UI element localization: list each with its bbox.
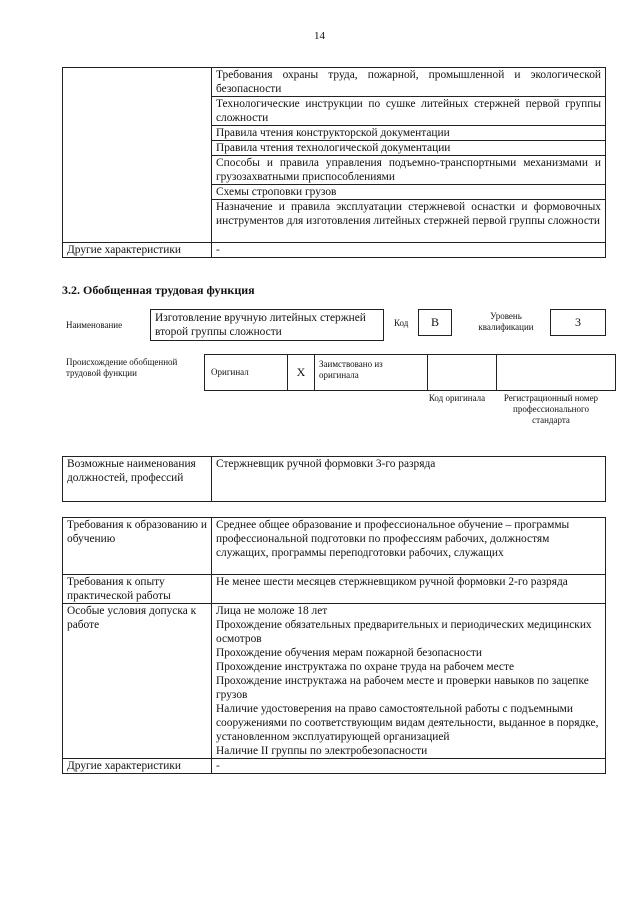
- registration-caption: Регистрационный номер профессионального стандарта: [503, 393, 599, 425]
- other-characteristics-label: Другие характеристики: [63, 243, 212, 258]
- original-mark: X: [288, 355, 315, 391]
- condition-item: Прохождение инструктажа на рабочем месте и проверки навыков по зацепке грузов: [216, 675, 589, 701]
- origin-table: [204, 354, 616, 391]
- knowledge-label-cell: [63, 68, 212, 243]
- registration-number-cell: [497, 355, 616, 391]
- positions-table: [62, 456, 606, 502]
- page-number: 14: [314, 30, 325, 42]
- code-label: Код: [394, 318, 409, 328]
- origin-label: Происхождение обобщенной трудовой функции: [66, 357, 178, 378]
- education-label: Требования к образованию и обучению: [63, 518, 212, 575]
- knowledge-item: Технологические инструкции по сушке литейных стержней первой группы сложности: [212, 97, 606, 126]
- knowledge-item: Правила чтения конструкторской документации: [212, 126, 606, 141]
- code-box: B: [418, 309, 452, 336]
- condition-item: Наличие удостоверения на право самостоятельной работы с подъемными сооружениями по соответствующим видам деятельности, выданное в порядке, установленном эксплуатирующей организацией: [216, 703, 599, 743]
- conditions-list: [212, 604, 606, 759]
- knowledge-item: Схемы строповки грузов: [212, 185, 606, 200]
- experience-label: Требования к опыту практической работы: [63, 575, 212, 604]
- naming-label: Наименование: [66, 320, 123, 330]
- original-code-caption: Код оригинала: [428, 393, 486, 403]
- function-name-box: Изготовление вручную литейных стержней второй группы сложности: [150, 309, 384, 341]
- level-box: 3: [550, 309, 606, 336]
- education-value: Среднее общее образование и профессиональное обучение – программы профессиональной подготовки по профессиям рабочих, должностям служащих, программы переподготовки рабочих, служащих: [212, 518, 606, 575]
- positions-value: Стержневщик ручной формовки 3-го разряда: [212, 457, 606, 502]
- conditions-label: Особые условия допуска к работе: [63, 604, 212, 759]
- condition-item: Прохождение обучения мерам пожарной безопасности: [216, 647, 482, 659]
- requirements-table: [62, 517, 606, 774]
- condition-item: Прохождение инструктажа по охране труда на рабочем месте: [216, 661, 515, 673]
- section-title: 3.2. Обобщенная трудовая функция: [62, 283, 255, 297]
- knowledge-item: Требования охраны труда, пожарной, промышленной и экологической безопасности: [212, 68, 606, 97]
- other-characteristics-value: -: [212, 759, 606, 774]
- other-characteristics-value: -: [212, 243, 606, 258]
- knowledge-item: Правила чтения технологической документации: [212, 141, 606, 156]
- original-label: Оригинал: [205, 355, 288, 391]
- knowledge-table: [62, 67, 606, 258]
- condition-item: Наличие II группы по электробезопасности: [216, 745, 428, 757]
- borrowed-label: Заимствовано из оригинала: [315, 355, 428, 391]
- positions-label: Возможные наименования должностей, профессий: [63, 457, 212, 502]
- level-label: Уровень квалификации: [478, 311, 534, 332]
- experience-value: Не менее шести месяцев стержневщиком ручной формовки 2-го разряда: [212, 575, 606, 604]
- knowledge-item: Назначение и правила эксплуатации стержневой оснастки и формовочных инструментов для изготовления литейных стержней первой группы сложности: [212, 200, 606, 243]
- original-code-cell: [428, 355, 497, 391]
- other-characteristics-label: Другие характеристики: [63, 759, 212, 774]
- condition-item: Лица не моложе 18 лет: [216, 605, 328, 617]
- knowledge-item: Способы и правила управления подъемно-транспортными механизмами и грузозахватными приспособлениями: [212, 156, 606, 185]
- condition-item: Прохождение обязательных предварительных и периодических медицинских осмотров: [216, 619, 592, 645]
